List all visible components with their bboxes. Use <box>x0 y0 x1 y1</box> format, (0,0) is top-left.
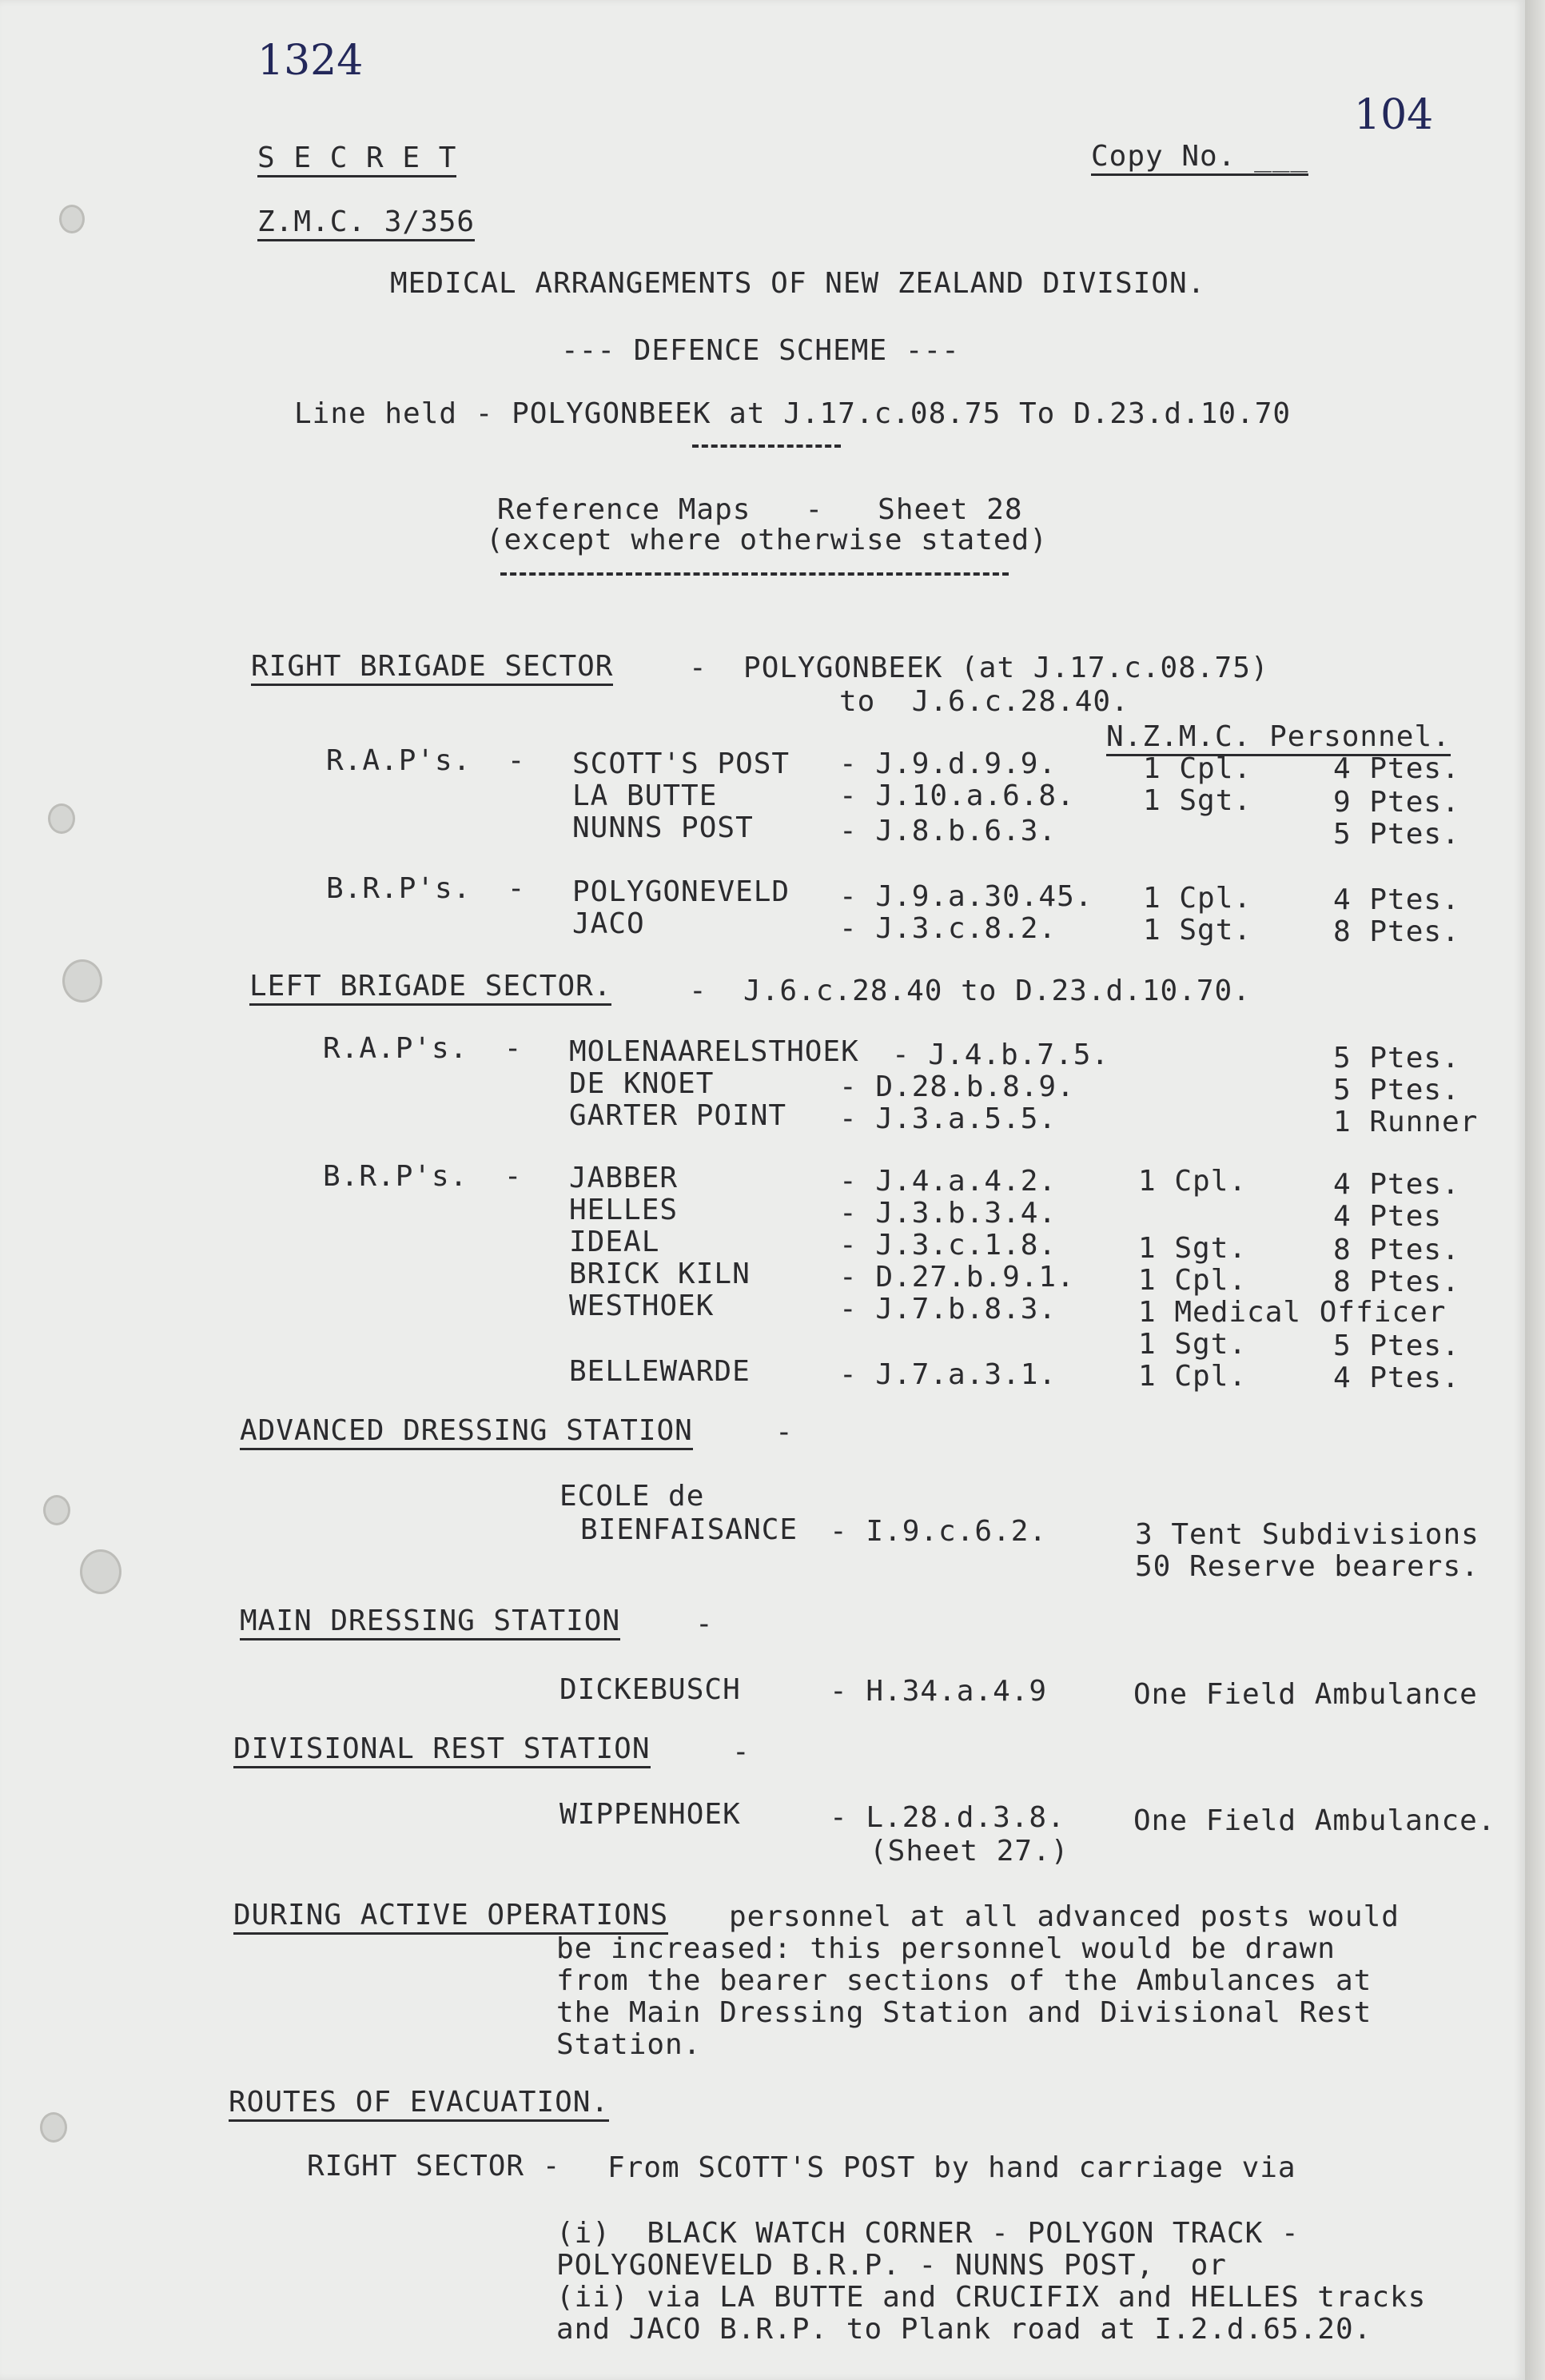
divider <box>500 572 1009 576</box>
map-reference: - J.3.c.1.8. <box>839 1229 1057 1262</box>
right-sector-range-end: to J.6.c.28.40. <box>839 685 1129 718</box>
route-line: (ii) via LA BUTTE and CRUCIFIX and HELLES tracks <box>556 2281 1427 2314</box>
active-ops-text: be increased: this personnel would be drawn <box>556 1932 1336 1965</box>
drs-note: One Field Ambulance. <box>1133 1804 1496 1837</box>
routes-heading: ROUTES OF EVACUATION. <box>229 2088 609 2122</box>
active-ops-text: personnel at all advanced posts would <box>729 1900 1400 1933</box>
personnel-count: 8 Ptes. <box>1333 1234 1460 1266</box>
mds-note: One Field Ambulance <box>1133 1678 1478 1711</box>
ads-note: 3 Tent Subdivisions <box>1135 1518 1479 1551</box>
right-sector-heading: RIGHT BRIGADE SECTOR <box>251 652 613 686</box>
personnel-count: 1 Medical Officer <box>1138 1296 1447 1329</box>
personnel-count: 1 Runner <box>1333 1106 1479 1138</box>
personnel-count: 4 Ptes. <box>1333 1168 1460 1201</box>
route-line: and JACO B.R.P. to Plank road at I.2.d.65.20. <box>556 2313 1372 2346</box>
personnel-count: 1 Cpl. <box>1138 1360 1248 1393</box>
map-reference: - J.3.c.8.2. <box>839 912 1057 945</box>
drs-name: WIPPENHOEK <box>559 1798 741 1831</box>
stamp-number-top-right: 104 <box>1354 91 1434 139</box>
personnel-count: 5 Ptes. <box>1333 1074 1460 1106</box>
post-name: LA BUTTE <box>572 779 718 812</box>
ads-name: BIENFAISANCE <box>580 1513 798 1546</box>
personnel-count: 5 Ptes. <box>1333 818 1460 851</box>
map-reference: - J.4.b.7.5. <box>892 1039 1110 1071</box>
map-reference: - J.7.b.8.3. <box>839 1293 1057 1326</box>
map-reference: - J.7.a.3.1. <box>839 1358 1057 1391</box>
post-name: BELLEWARDE <box>569 1355 751 1388</box>
route-line: (i) BLACK WATCH CORNER - POLYGON TRACK - <box>556 2217 1300 2250</box>
copy-number: Copy No. ___ <box>1091 142 1308 176</box>
reference-maps-note: (except where otherwise stated) <box>486 524 1048 556</box>
active-ops-heading: DURING ACTIVE OPERATIONS <box>233 1901 668 1935</box>
post-name: JACO <box>572 907 645 940</box>
personnel-count: 4 Ptes. <box>1333 1361 1460 1394</box>
punch-hole <box>62 959 102 1003</box>
post-name: JABBER <box>569 1162 679 1194</box>
map-reference: - J.9.a.30.45. <box>839 880 1093 913</box>
ads-heading: ADVANCED DRESSING STATION <box>240 1417 693 1450</box>
post-name: NUNNS POST <box>572 811 754 844</box>
right-sector-range: - POLYGONBEEK (at J.17.c.08.75) <box>689 652 1269 684</box>
reference-number: Z.M.C. 3/356 <box>257 208 475 241</box>
ads-name: ECOLE de <box>559 1480 705 1513</box>
personnel-count: 4 Ptes. <box>1333 883 1460 916</box>
personnel-count: 5 Ptes. <box>1333 1042 1460 1074</box>
raps-label: R.A.P's. - <box>326 744 526 777</box>
divider <box>692 445 841 448</box>
ads-note: 50 Reserve bearers. <box>1135 1550 1479 1583</box>
personnel-count: 4 Ptes. <box>1333 752 1460 785</box>
personnel-heading: N.Z.M.C. Personnel. <box>1106 723 1451 756</box>
map-reference: - J.3.b.3.4. <box>839 1197 1057 1230</box>
punch-hole <box>80 1549 121 1594</box>
post-name: SCOTT'S POST <box>572 747 790 780</box>
line-held: Line held - POLYGONBEEK at J.17.c.08.75 To D.23.d.10.70 <box>294 397 1292 430</box>
left-sector-heading: LEFT BRIGADE SECTOR. <box>249 972 611 1006</box>
personnel-count: 5 Ptes. <box>1333 1330 1460 1362</box>
raps-label: R.A.P's. - <box>323 1032 523 1065</box>
active-ops-text: Station. <box>556 2028 702 2061</box>
post-name: IDEAL <box>569 1226 660 1258</box>
personnel-count: 1 Cpl. <box>1138 1264 1248 1297</box>
document-title: MEDICAL ARRANGEMENTS OF NEW ZEALAND DIVISION. <box>390 267 1206 300</box>
mds-name: DICKEBUSCH <box>559 1673 741 1706</box>
right-sector-label: RIGHT SECTOR - <box>307 2150 561 2183</box>
map-reference: - D.27.b.9.1. <box>839 1261 1075 1294</box>
drs-dash: - <box>732 1736 751 1768</box>
punch-hole <box>40 2112 67 2143</box>
map-reference: - L.28.d.3.8. <box>830 1801 1065 1834</box>
personnel-count: 1 Sgt. <box>1143 914 1252 947</box>
post-name: POLYGONEVELD <box>572 875 790 908</box>
post-name: GARTER POINT <box>569 1099 787 1132</box>
punch-hole <box>48 803 75 834</box>
punch-hole <box>43 1495 70 1525</box>
map-reference: - I.9.c.6.2. <box>830 1515 1048 1548</box>
map-reference: - J.9.d.9.9. <box>839 747 1057 780</box>
personnel-count: 1 Sgt. <box>1143 784 1252 817</box>
post-name: BRICK KILN <box>569 1258 751 1290</box>
active-ops-text: from the bearer sections of the Ambulances at <box>556 1964 1372 1997</box>
stamp-number-top-left: 1324 <box>257 37 364 85</box>
secret-label: S E C R E T <box>257 144 456 177</box>
right-sector-route: From SCOTT'S POST by hand carriage via <box>607 2151 1296 2184</box>
left-sector-range: - J.6.c.28.40 to D.23.d.10.70. <box>689 975 1251 1007</box>
personnel-count: 1 Cpl. <box>1143 752 1252 785</box>
map-reference: - J.4.a.4.2. <box>839 1165 1057 1198</box>
page-edge <box>1525 0 1545 2380</box>
post-name: MOLENAARELSTHOEK <box>569 1035 859 1068</box>
map-reference: - J.8.b.6.3. <box>839 815 1057 847</box>
punch-hole <box>59 205 85 233</box>
route-line: POLYGONEVELD B.R.P. - NUNNS POST, or <box>556 2249 1227 2282</box>
map-reference: - D.28.b.8.9. <box>839 1070 1075 1103</box>
personnel-count: 8 Ptes. <box>1333 1266 1460 1298</box>
personnel-count: 8 Ptes. <box>1333 915 1460 948</box>
post-name: WESTHOEK <box>569 1290 715 1322</box>
map-reference: - H.34.a.4.9 <box>830 1675 1048 1708</box>
personnel-count: 1 Sgt. <box>1138 1232 1248 1265</box>
drs-heading: DIVISIONAL REST STATION <box>233 1735 651 1768</box>
post-name: HELLES <box>569 1194 679 1226</box>
mds-dash: - <box>695 1608 714 1640</box>
brps-label: B.R.P's. - <box>323 1160 523 1193</box>
document-subtitle: --- DEFENCE SCHEME --- <box>561 334 960 367</box>
reference-maps: Reference Maps - Sheet 28 <box>497 493 1023 526</box>
post-name: DE KNOET <box>569 1067 715 1100</box>
personnel-count: 9 Ptes. <box>1333 786 1460 819</box>
map-sheet: (Sheet 27.) <box>870 1835 1069 1868</box>
map-reference: - J.10.a.6.8. <box>839 779 1075 812</box>
mds-heading: MAIN DRESSING STATION <box>240 1607 620 1640</box>
personnel-count: 4 Ptes <box>1333 1200 1443 1233</box>
map-reference: - J.3.a.5.5. <box>839 1102 1057 1135</box>
active-ops-text: the Main Dressing Station and Divisional Rest <box>556 1996 1372 2029</box>
personnel-count: 1 Sgt. <box>1138 1328 1248 1361</box>
personnel-count: 1 Cpl. <box>1138 1165 1248 1198</box>
personnel-count: 1 Cpl. <box>1143 882 1252 915</box>
brps-label: B.R.P's. - <box>326 872 526 905</box>
ads-dash: - <box>775 1416 794 1449</box>
